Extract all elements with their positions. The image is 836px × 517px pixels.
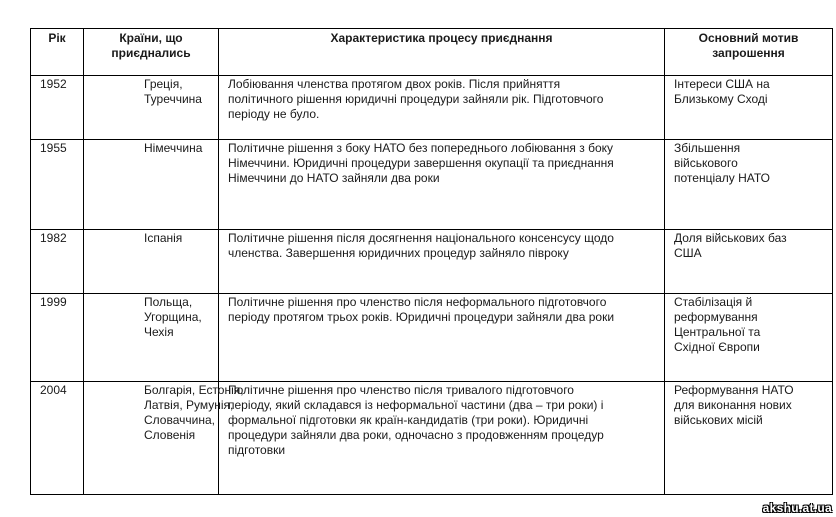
cell-text-line: Рік bbox=[48, 31, 66, 45]
countries-cell bbox=[84, 382, 244, 495]
cell-text-line: приєднались bbox=[111, 46, 191, 60]
description-cell bbox=[219, 76, 665, 140]
cell-text-line: Словаччина, bbox=[144, 413, 215, 427]
description-cell bbox=[219, 382, 665, 495]
cell-text-line: Збільшення bbox=[674, 141, 741, 155]
motive-cell bbox=[665, 76, 833, 140]
cell-text-line: Доля військових баз bbox=[674, 231, 787, 245]
motive-cell bbox=[665, 294, 833, 382]
header-description bbox=[219, 29, 665, 76]
header-row bbox=[31, 29, 833, 76]
table-row bbox=[31, 230, 833, 294]
year-cell: 1982 bbox=[31, 230, 84, 294]
cell-text-line: Стабілізація й bbox=[674, 295, 753, 309]
countries-cell bbox=[84, 294, 219, 382]
cell-text-line: Лобіювання членства протягом двох років. Після прийняття bbox=[228, 77, 561, 91]
nato-accession-table bbox=[30, 28, 833, 495]
cell-text-line: США bbox=[674, 246, 702, 260]
year-cell: 2004 bbox=[31, 382, 84, 495]
table-row bbox=[31, 294, 833, 382]
cell-text-line: періоду не було. bbox=[228, 107, 320, 121]
cell-text-line: підготовки bbox=[228, 443, 286, 457]
cell-text-line: членства. Завершення юридичних процедур зайняло півроку bbox=[228, 246, 569, 260]
header-year bbox=[31, 29, 84, 76]
cell-text-line: Греція, bbox=[144, 77, 183, 91]
year-cell: 1999 bbox=[31, 294, 84, 382]
description-cell bbox=[219, 294, 665, 382]
cell-text-line: Інтереси США на bbox=[674, 77, 770, 91]
cell-text-line: періоду протягом трьох років. Юридичні процедури зайняли два роки bbox=[228, 310, 615, 324]
cell-text-line: Реформування НАТО bbox=[674, 383, 794, 397]
cell-text-line: Іспанія bbox=[144, 231, 183, 245]
motive-cell bbox=[665, 382, 833, 495]
cell-text-line: Чехія bbox=[144, 325, 174, 339]
motive-cell bbox=[665, 140, 833, 230]
description-cell bbox=[219, 140, 665, 230]
cell-text-line: Німеччини до НАТО зайняли два роки bbox=[228, 171, 440, 185]
cell-text-line: Східної Європи bbox=[674, 340, 760, 354]
header-motive bbox=[665, 29, 833, 76]
table-row bbox=[31, 382, 833, 495]
cell-text-line: Близькому Сході bbox=[674, 92, 768, 106]
cell-text-line: Болгарія, Естонія, bbox=[144, 383, 244, 397]
year-cell: 1955 bbox=[31, 140, 84, 230]
cell-text-line: Країни, що bbox=[119, 31, 183, 45]
cell-text-line: для виконання нових bbox=[674, 398, 792, 412]
cell-text-line: Угорщина, bbox=[144, 310, 202, 324]
cell-text-line: Основний мотив bbox=[698, 31, 799, 45]
cell-text-line: Німеччина bbox=[144, 141, 203, 155]
cell-text-line: запрошення bbox=[712, 46, 785, 60]
cell-text-line: Характеристика процесу приєднання bbox=[330, 31, 553, 45]
cell-text-line: Латвія, Румунія, bbox=[144, 398, 234, 412]
cell-text-line: формальної підготовки як країн-кандидатів (три роки). Юридичні bbox=[228, 413, 589, 427]
cell-text-line: Політичне рішення з боку НАТО без попереднього лобіювання з боку bbox=[228, 141, 614, 155]
cell-text-line: реформування bbox=[674, 310, 758, 324]
cell-text-line: Політичне рішення про членство після неформального підготовчого bbox=[228, 295, 607, 309]
cell-text-line: Центральної та bbox=[674, 325, 761, 339]
year-cell: 1952 bbox=[31, 76, 84, 140]
description-cell bbox=[219, 230, 665, 294]
cell-text-line: Туреччина bbox=[144, 92, 202, 106]
cell-text-line: Польща, bbox=[144, 295, 193, 309]
table-row bbox=[31, 140, 833, 230]
cell-text-line: військових місій bbox=[674, 413, 763, 427]
table-row bbox=[31, 76, 833, 140]
header-countries bbox=[84, 29, 219, 76]
countries-cell bbox=[84, 76, 219, 140]
cell-text-line: періоду, який складався із неформальної частини (два – три роки) і bbox=[228, 398, 604, 412]
cell-text-line: Політичне рішення після досягнення національного консенсусу щодо bbox=[228, 231, 614, 245]
cell-text-line: Словенія bbox=[144, 428, 196, 442]
motive-cell bbox=[665, 230, 833, 294]
countries-cell bbox=[84, 230, 219, 294]
site-watermark: akshu.at.ua bbox=[762, 501, 832, 515]
cell-text-line: Політичне рішення про членство після тривалого підготовчого bbox=[228, 383, 574, 397]
cell-text-line: військового bbox=[674, 156, 738, 170]
cell-text-line: процедури зайняли два роки, одночасно з продовженням процедур bbox=[228, 428, 604, 442]
cell-text-line: Німеччини. Юридичні процедури завершення окупації та приєднання bbox=[228, 156, 614, 170]
countries-cell bbox=[84, 140, 219, 230]
cell-text-line: потенціалу НАТО bbox=[674, 171, 770, 185]
cell-text-line: політичного рішення юридичні процедури зайняли рік. Підготовчого bbox=[228, 92, 604, 106]
